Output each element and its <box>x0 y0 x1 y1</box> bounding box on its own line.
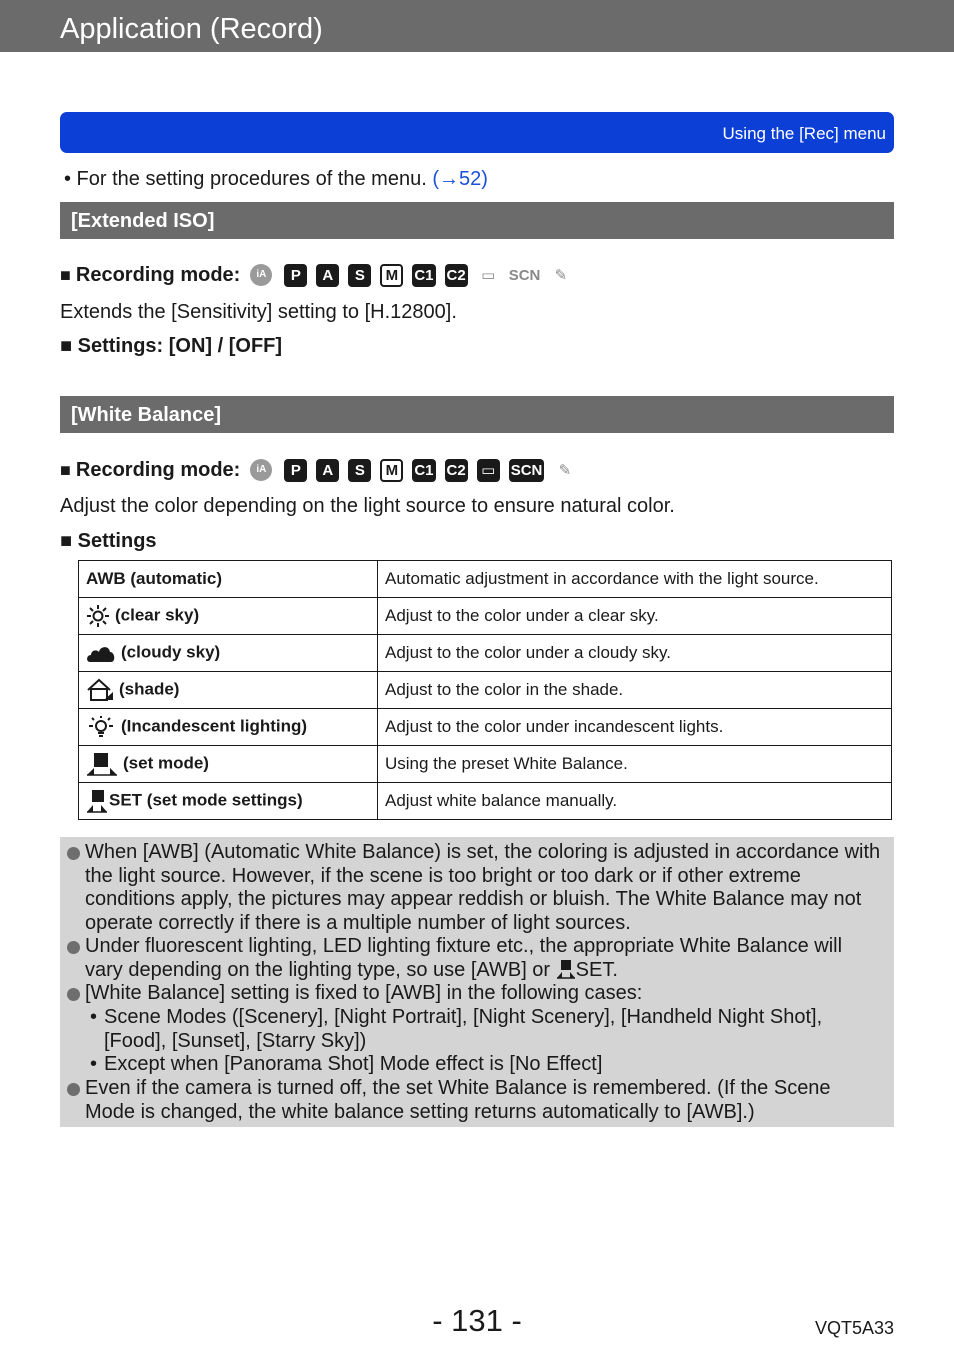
note-text: Even if the camera is turned off, the set White Balance is remembered. (If the Scene Mode is changed, the white balance setting returns automatically to [AWB].) <box>85 1077 831 1123</box>
aperture-mode-icon: A <box>316 264 339 287</box>
note-text: Except when [Panorama Shot] Mode effect is [No Effect] <box>104 1053 603 1075</box>
setting-name: (shade) <box>119 679 180 699</box>
extended-iso-header <box>60 202 894 239</box>
note-text: SET. <box>575 958 618 981</box>
sub-bullet-icon: • <box>90 1006 98 1028</box>
recording-mode-label: Recording mode: <box>75 263 241 286</box>
extended-iso-settings <box>60 334 282 358</box>
sun-icon <box>86 604 110 628</box>
page-title: Application (Record) <box>60 13 323 45</box>
program-mode-icon: P <box>284 459 307 482</box>
note-item <box>85 935 885 982</box>
custom1-mode-icon: C1 <box>412 459 435 482</box>
recording-mode-label: Recording mode: <box>75 458 241 481</box>
setting-name-cell <box>79 709 378 746</box>
setting-desc-cell: Automatic adjustment in accordance with the light source. <box>378 561 892 598</box>
note-text: When [AWB] (Automatic White Balance) is set, the coloring is adjusted in accordance with the light source. However, if the scene is too bright or too dark or if other extreme conditions apply, the pictures may appear reddish or bluish. The White Balance may not operate correctly if there is a multiple number of light sources. <box>85 841 881 934</box>
table-row <box>79 598 892 635</box>
extended-iso-recording-mode <box>60 260 581 290</box>
setting-name: AWB (automatic) <box>86 569 222 588</box>
white-balance-title: [White Balance] <box>71 404 222 426</box>
table-row <box>79 672 892 709</box>
program-mode-icon: P <box>284 264 307 287</box>
setting-name-cell <box>79 672 378 709</box>
setting-name: (cloudy sky) <box>121 642 221 662</box>
setting-desc-cell: Adjust to the color in the shade. <box>378 672 892 709</box>
shade-house-icon <box>86 678 114 702</box>
shutter-mode-icon: S <box>348 459 371 482</box>
breadcrumb-bar <box>60 112 894 153</box>
extended-iso-description: Extends the [Sensitivity] setting to [H.12800]. <box>60 301 457 323</box>
intelligent-auto-icon: iA <box>250 264 272 286</box>
model-number: VQT5A33 <box>814 1318 894 1338</box>
square-bullet-icon: ■ <box>60 530 78 552</box>
panorama-mode-icon: ▭ <box>481 266 496 284</box>
incandescent-bulb-icon <box>86 715 116 739</box>
shutter-mode-icon: S <box>348 264 371 287</box>
bullet-dot-icon <box>67 941 80 954</box>
table-row <box>79 635 892 672</box>
mode-icons-group <box>250 264 581 287</box>
setting-name: SET (set mode settings) <box>109 790 303 810</box>
mode-icons-group <box>250 459 585 482</box>
note-text: [White Balance] setting is fixed to [AWB] in the following cases: <box>85 982 643 1004</box>
aperture-mode-icon: A <box>316 459 339 482</box>
settings-values: Settings: [ON] / [OFF] <box>77 335 283 357</box>
setting-desc-cell: Using the preset White Balance. <box>378 746 892 783</box>
custom2-mode-icon: C2 <box>445 264 468 287</box>
setting-desc-cell: Adjust to the color under incandescent lights. <box>378 709 892 746</box>
cloud-icon <box>86 642 116 664</box>
bullet-dot-icon <box>67 847 80 860</box>
sub-bullet-icon: • <box>90 1053 98 1075</box>
square-bullet-icon: ■ <box>60 264 71 285</box>
setting-name-cell <box>79 598 378 635</box>
settings-label-text: Settings <box>77 530 157 552</box>
set-mode-icon <box>86 752 118 776</box>
setting-name-cell <box>79 561 378 598</box>
setting-name: (clear sky) <box>115 605 200 625</box>
table-row <box>79 746 892 783</box>
note-item <box>85 982 885 1006</box>
set-mode-settings-icon <box>86 789 108 813</box>
panorama-mode-icon: ▭ <box>477 459 500 482</box>
custom2-mode-icon: C2 <box>445 459 468 482</box>
notes-box <box>60 837 894 1127</box>
setting-desc-cell: Adjust to the color under a cloudy sky. <box>378 635 892 672</box>
white-balance-header <box>60 396 894 433</box>
table-row <box>79 561 892 598</box>
square-bullet-icon: ■ <box>60 459 71 480</box>
manual-mode-icon: M <box>380 264 403 287</box>
table-row <box>79 783 892 820</box>
top-header-bar <box>0 0 954 52</box>
creative-control-icon: ✎ <box>558 461 572 479</box>
setting-desc-cell: Adjust white balance manually. <box>378 783 892 820</box>
intro-text: • For the setting procedures of the menu. <box>64 168 427 190</box>
note-item <box>85 1077 885 1124</box>
setting-name-cell <box>79 635 378 672</box>
setting-name: (set mode) <box>123 753 209 773</box>
intelligent-auto-icon: iA <box>250 459 272 481</box>
table-row <box>79 709 892 746</box>
breadcrumb[interactable]: Using the [Rec] menu <box>722 124 886 143</box>
extended-iso-title: [Extended ISO] <box>71 210 215 232</box>
intro-line <box>64 167 488 191</box>
scene-mode-icon: SCN <box>509 459 545 482</box>
setting-name: (Incandescent lighting) <box>121 716 308 736</box>
custom1-mode-icon: C1 <box>412 264 435 287</box>
setting-desc-cell: Adjust to the color under a clear sky. <box>378 598 892 635</box>
square-bullet-icon: ■ <box>60 335 78 357</box>
scene-mode-icon: SCN <box>508 266 541 284</box>
manual-mode-icon: M <box>380 459 403 482</box>
white-balance-recording-mode <box>60 455 585 485</box>
note-text: Under fluorescent lighting, LED lighting fixture etc., the appropriate White Balance will vary depending on the lighting type, so use [AWB] or <box>85 935 843 981</box>
note-text: Scene Modes ([Scenery], [Night Portrait], [Night Scenery], [Handheld Night Shot], [Food], [Sunset], [Starry Sky]) <box>104 1006 823 1052</box>
page-link[interactable]: (→52) <box>432 168 488 190</box>
bullet-dot-icon <box>67 1083 80 1096</box>
white-balance-settings-label <box>60 529 157 553</box>
bullet-dot-icon <box>67 988 80 1001</box>
setting-name-cell <box>79 783 378 820</box>
setting-name-cell <box>79 746 378 783</box>
set-mode-settings-icon <box>556 959 576 979</box>
note-subitem <box>90 1006 884 1053</box>
white-balance-settings-table <box>78 560 892 820</box>
note-item <box>85 841 885 935</box>
white-balance-description: Adjust the color depending on the light source to ensure natural color. <box>60 495 675 517</box>
page-number: - 131 - <box>432 1303 522 1338</box>
note-subitem <box>90 1053 884 1077</box>
creative-control-icon: ✎ <box>554 266 568 284</box>
